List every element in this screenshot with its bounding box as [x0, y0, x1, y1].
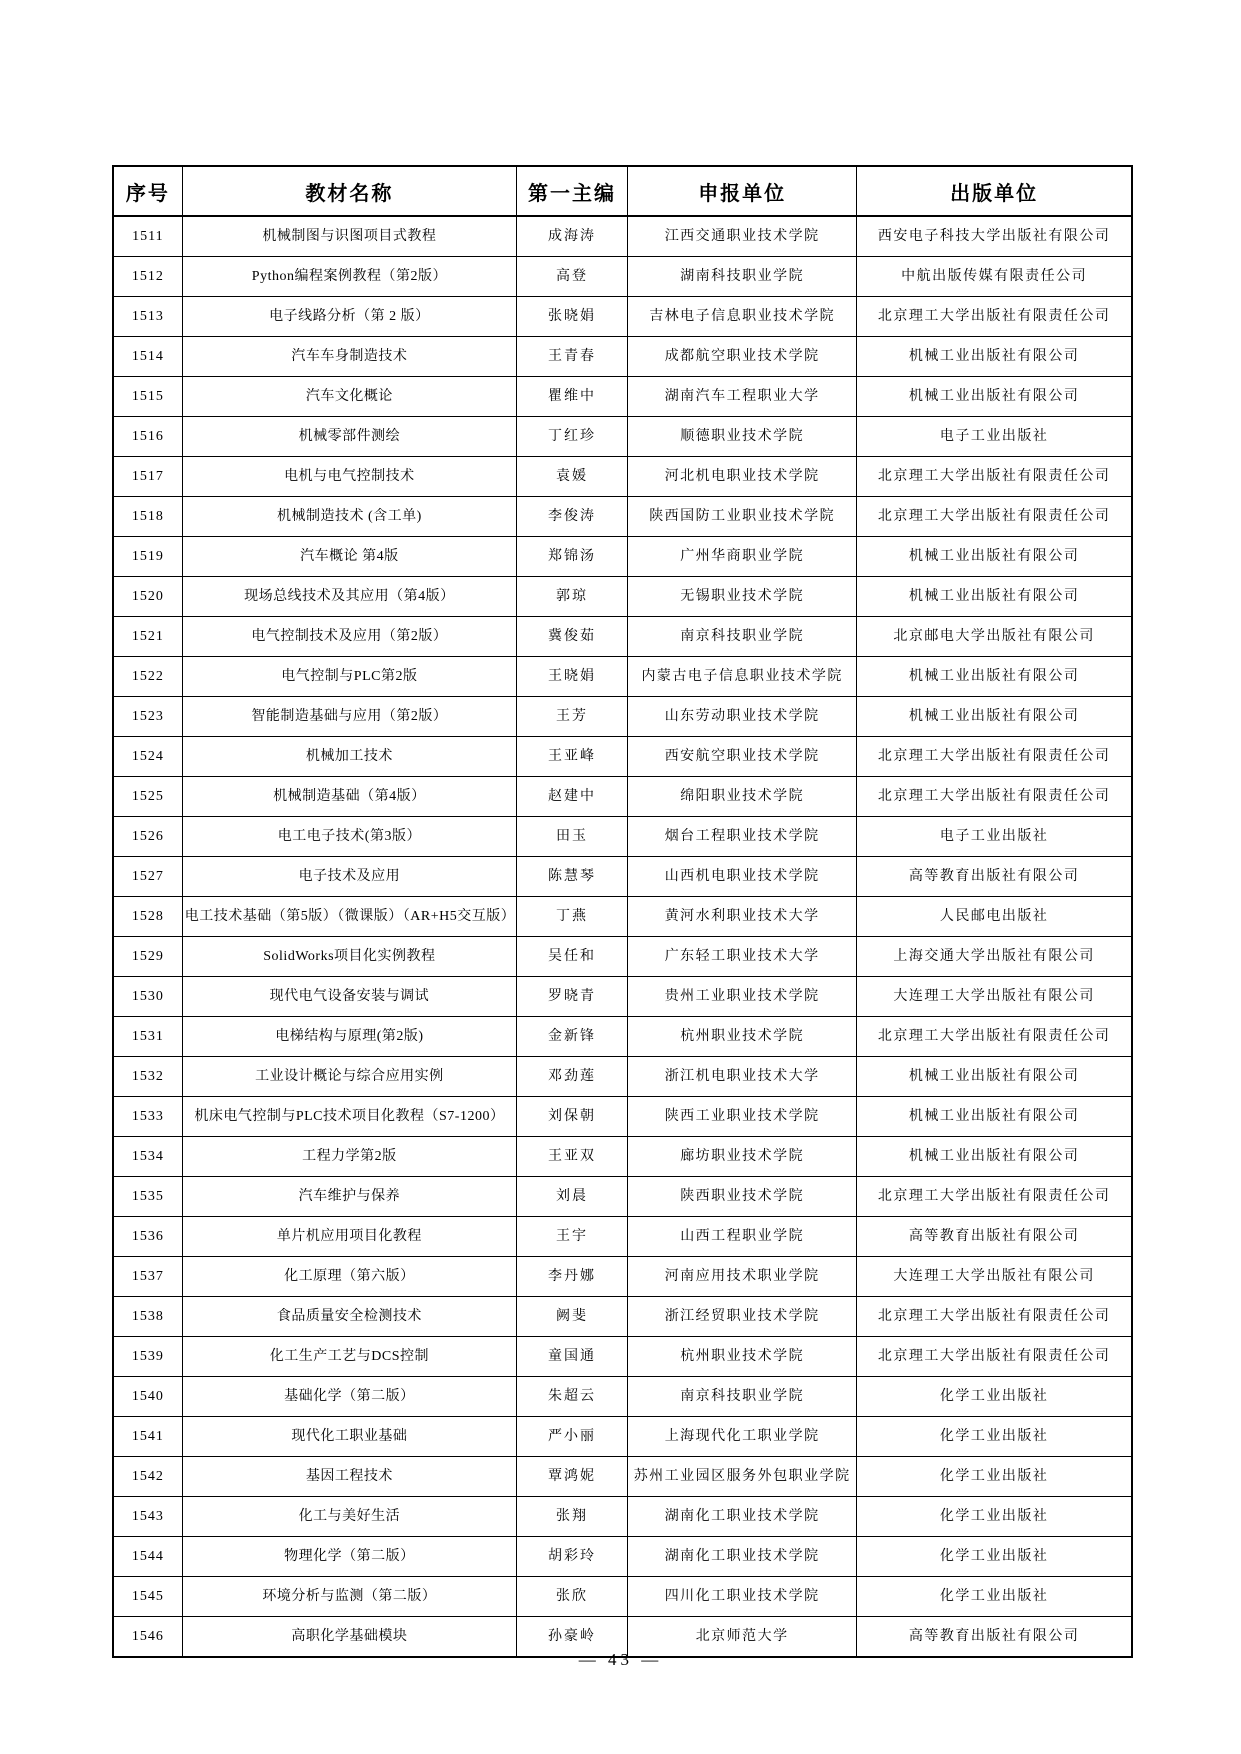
table-row — [113, 497, 1132, 537]
applicant-cell: 南京科技职业学院 — [628, 1377, 857, 1417]
editor-cell: 高登 — [517, 257, 628, 297]
editor-cell: 丁红珍 — [517, 417, 628, 457]
title-cell: 电气控制与PLC第2版 — [182, 657, 516, 697]
row-number-cell: 1533 — [113, 1097, 182, 1137]
editor-cell: 田玉 — [517, 817, 628, 857]
applicant-cell: 廊坊职业技术学院 — [628, 1137, 857, 1177]
title-cell: 高职化学基础模块 — [182, 1617, 516, 1658]
row-number-cell: 1523 — [113, 697, 182, 737]
applicant-cell: 四川化工职业技术学院 — [628, 1577, 857, 1617]
publisher-cell: 人民邮电出版社 — [857, 897, 1132, 937]
editor-cell: 严小丽 — [517, 1417, 628, 1457]
row-number-cell: 1530 — [113, 977, 182, 1017]
editor-cell: 金新锋 — [517, 1017, 628, 1057]
applicant-cell: 绵阳职业技术学院 — [628, 777, 857, 817]
row-number-cell: 1519 — [113, 537, 182, 577]
row-number-cell: 1536 — [113, 1217, 182, 1257]
table-row — [113, 937, 1132, 977]
row-number-cell: 1541 — [113, 1417, 182, 1457]
editor-cell: 丁燕 — [517, 897, 628, 937]
applicant-cell: 河南应用技术职业学院 — [628, 1257, 857, 1297]
row-number-cell: 1540 — [113, 1377, 182, 1417]
table-row — [113, 777, 1132, 817]
title-cell: 汽车文化概论 — [182, 377, 516, 417]
editor-cell: 张欣 — [517, 1577, 628, 1617]
applicant-cell: 山西工程职业学院 — [628, 1217, 857, 1257]
applicant-cell: 苏州工业园区服务外包职业学院 — [628, 1457, 857, 1497]
editor-cell: 吴任和 — [517, 937, 628, 977]
applicant-cell: 山东劳动职业技术学院 — [628, 697, 857, 737]
publisher-cell: 化学工业出版社 — [857, 1577, 1132, 1617]
title-cell: 汽车维护与保养 — [182, 1177, 516, 1217]
table-row — [113, 1257, 1132, 1297]
applicant-cell: 陕西工业职业技术学院 — [628, 1097, 857, 1137]
title-cell: 工业设计概论与综合应用实例 — [182, 1057, 516, 1097]
editor-cell: 刘保朝 — [517, 1097, 628, 1137]
table-header-row — [113, 166, 1132, 216]
title-cell: 环境分析与监测（第二版） — [182, 1577, 516, 1617]
editor-cell: 王宇 — [517, 1217, 628, 1257]
textbook-table — [112, 165, 1133, 1658]
publisher-cell: 机械工业出版社有限公司 — [857, 697, 1132, 737]
row-number-cell: 1534 — [113, 1137, 182, 1177]
title-cell: 化工原理（第六版） — [182, 1257, 516, 1297]
applicant-cell: 西安航空职业技术学院 — [628, 737, 857, 777]
applicant-cell: 湖南化工职业技术学院 — [628, 1537, 857, 1577]
row-number-cell: 1516 — [113, 417, 182, 457]
applicant-cell: 内蒙古电子信息职业技术学院 — [628, 657, 857, 697]
row-number-cell: 1542 — [113, 1457, 182, 1497]
editor-cell: 李俊涛 — [517, 497, 628, 537]
row-number-cell: 1543 — [113, 1497, 182, 1537]
publisher-cell: 机械工业出版社有限公司 — [857, 657, 1132, 697]
publisher-cell: 机械工业出版社有限公司 — [857, 577, 1132, 617]
publisher-cell: 机械工业出版社有限公司 — [857, 1057, 1132, 1097]
editor-cell: 瞿维中 — [517, 377, 628, 417]
publisher-cell: 中航出版传媒有限责任公司 — [857, 257, 1132, 297]
publisher-cell: 北京理工大学出版社有限责任公司 — [857, 1297, 1132, 1337]
table-row — [113, 1457, 1132, 1497]
title-cell: 基础化学（第二版） — [182, 1377, 516, 1417]
column-header-editor: 第一主编 — [517, 166, 628, 216]
row-number-cell: 1522 — [113, 657, 182, 697]
applicant-cell: 河北机电职业技术学院 — [628, 457, 857, 497]
publisher-cell: 上海交通大学出版社有限公司 — [857, 937, 1132, 977]
row-number-cell: 1515 — [113, 377, 182, 417]
table-row — [113, 1417, 1132, 1457]
editor-cell: 赵建中 — [517, 777, 628, 817]
editor-cell: 胡彩玲 — [517, 1537, 628, 1577]
applicant-cell: 南京科技职业学院 — [628, 617, 857, 657]
applicant-cell: 湖南化工职业技术学院 — [628, 1497, 857, 1537]
row-number-cell: 1527 — [113, 857, 182, 897]
editor-cell: 王芳 — [517, 697, 628, 737]
editor-cell: 王亚双 — [517, 1137, 628, 1177]
editor-cell: 朱超云 — [517, 1377, 628, 1417]
applicant-cell: 烟台工程职业技术学院 — [628, 817, 857, 857]
applicant-cell: 陕西职业技术学院 — [628, 1177, 857, 1217]
table-row — [113, 1017, 1132, 1057]
row-number-cell: 1526 — [113, 817, 182, 857]
row-number-cell: 1529 — [113, 937, 182, 977]
table-row — [113, 577, 1132, 617]
table-row — [113, 817, 1132, 857]
title-cell: 物理化学（第二版） — [182, 1537, 516, 1577]
title-cell: Python编程案例教程（第2版） — [182, 257, 516, 297]
table-row — [113, 1177, 1132, 1217]
table-row — [113, 257, 1132, 297]
editor-cell: 陈慧琴 — [517, 857, 628, 897]
title-cell: 电气控制技术及应用（第2版） — [182, 617, 516, 657]
table-row — [113, 1577, 1132, 1617]
publisher-cell: 北京理工大学出版社有限责任公司 — [857, 1017, 1132, 1057]
publisher-cell: 大连理工大学出版社有限公司 — [857, 977, 1132, 1017]
table-row — [113, 897, 1132, 937]
table-row — [113, 1057, 1132, 1097]
title-cell: 工程力学第2版 — [182, 1137, 516, 1177]
publisher-cell: 机械工业出版社有限公司 — [857, 537, 1132, 577]
table-row — [113, 297, 1132, 337]
title-cell: 机械加工技术 — [182, 737, 516, 777]
title-cell: 机械制图与识图项目式教程 — [182, 216, 516, 257]
applicant-cell: 无锡职业技术学院 — [628, 577, 857, 617]
publisher-cell: 化学工业出版社 — [857, 1377, 1132, 1417]
column-header-title: 教材名称 — [182, 166, 516, 216]
applicant-cell: 贵州工业职业技术学院 — [628, 977, 857, 1017]
table-row — [113, 1377, 1132, 1417]
row-number-cell: 1532 — [113, 1057, 182, 1097]
row-number-cell: 1517 — [113, 457, 182, 497]
applicant-cell: 顺德职业技术学院 — [628, 417, 857, 457]
row-number-cell: 1528 — [113, 897, 182, 937]
title-cell: 化工生产工艺与DCS控制 — [182, 1337, 516, 1377]
publisher-cell: 电子工业出版社 — [857, 817, 1132, 857]
row-number-cell: 1512 — [113, 257, 182, 297]
applicant-cell: 成都航空职业技术学院 — [628, 337, 857, 377]
publisher-cell: 北京理工大学出版社有限责任公司 — [857, 737, 1132, 777]
row-number-cell: 1525 — [113, 777, 182, 817]
applicant-cell: 杭州职业技术学院 — [628, 1017, 857, 1057]
table-row — [113, 737, 1132, 777]
table-row — [113, 537, 1132, 577]
column-header-applicant: 申报单位 — [628, 166, 857, 216]
applicant-cell: 吉林电子信息职业技术学院 — [628, 297, 857, 337]
applicant-cell: 江西交通职业技术学院 — [628, 216, 857, 257]
title-cell: 智能制造基础与应用（第2版） — [182, 697, 516, 737]
applicant-cell: 广州华商职业学院 — [628, 537, 857, 577]
row-number-cell: 1513 — [113, 297, 182, 337]
title-cell: 机械制造基础（第4版） — [182, 777, 516, 817]
applicant-cell: 山西机电职业技术学院 — [628, 857, 857, 897]
table-row — [113, 417, 1132, 457]
row-number-cell: 1524 — [113, 737, 182, 777]
editor-cell: 成海涛 — [517, 216, 628, 257]
editor-cell: 王亚峰 — [517, 737, 628, 777]
row-number-cell: 1538 — [113, 1297, 182, 1337]
editor-cell: 郭琼 — [517, 577, 628, 617]
table-row — [113, 377, 1132, 417]
table-row — [113, 1097, 1132, 1137]
title-cell: 汽车概论 第4版 — [182, 537, 516, 577]
row-number-cell: 1539 — [113, 1337, 182, 1377]
applicant-cell: 湖南科技职业学院 — [628, 257, 857, 297]
applicant-cell: 黄河水利职业技术大学 — [628, 897, 857, 937]
row-number-cell: 1520 — [113, 577, 182, 617]
title-cell: 化工与美好生活 — [182, 1497, 516, 1537]
title-cell: 机床电气控制与PLC技术项目化教程（S7-1200） — [182, 1097, 516, 1137]
table-row — [113, 697, 1132, 737]
table-row — [113, 216, 1132, 257]
publisher-cell: 机械工业出版社有限公司 — [857, 1097, 1132, 1137]
applicant-cell: 北京师范大学 — [628, 1617, 857, 1658]
title-cell: 汽车车身制造技术 — [182, 337, 516, 377]
editor-cell: 罗晓青 — [517, 977, 628, 1017]
table-row — [113, 337, 1132, 377]
publisher-cell: 高等教育出版社有限公司 — [857, 1217, 1132, 1257]
publisher-cell: 西安电子科技大学出版社有限公司 — [857, 216, 1132, 257]
title-cell: 现代电气设备安装与调试 — [182, 977, 516, 1017]
applicant-cell: 杭州职业技术学院 — [628, 1337, 857, 1377]
applicant-cell: 广东轻工职业技术大学 — [628, 937, 857, 977]
row-number-cell: 1535 — [113, 1177, 182, 1217]
editor-cell: 袁媛 — [517, 457, 628, 497]
title-cell: SolidWorks项目化实例教程 — [182, 937, 516, 977]
textbook-table-container — [112, 165, 1133, 1658]
publisher-cell: 化学工业出版社 — [857, 1457, 1132, 1497]
applicant-cell: 湖南汽车工程职业大学 — [628, 377, 857, 417]
editor-cell: 童国通 — [517, 1337, 628, 1377]
publisher-cell: 机械工业出版社有限公司 — [857, 1137, 1132, 1177]
publisher-cell: 北京理工大学出版社有限责任公司 — [857, 497, 1132, 537]
editor-cell: 冀俊茹 — [517, 617, 628, 657]
row-number-cell: 1545 — [113, 1577, 182, 1617]
title-cell: 电子技术及应用 — [182, 857, 516, 897]
publisher-cell: 北京理工大学出版社有限责任公司 — [857, 1337, 1132, 1377]
publisher-cell: 北京理工大学出版社有限责任公司 — [857, 1177, 1132, 1217]
applicant-cell: 浙江经贸职业技术学院 — [628, 1297, 857, 1337]
row-number-cell: 1546 — [113, 1617, 182, 1658]
publisher-cell: 机械工业出版社有限公司 — [857, 377, 1132, 417]
column-header-publisher: 出版单位 — [857, 166, 1132, 216]
editor-cell: 刘晨 — [517, 1177, 628, 1217]
table-row — [113, 1137, 1132, 1177]
publisher-cell: 电子工业出版社 — [857, 417, 1132, 457]
title-cell: 现场总线技术及其应用（第4版） — [182, 577, 516, 617]
table-row — [113, 1297, 1132, 1337]
row-number-cell: 1518 — [113, 497, 182, 537]
editor-cell: 张晓娟 — [517, 297, 628, 337]
editor-cell: 邓劲莲 — [517, 1057, 628, 1097]
title-cell: 电机与电气控制技术 — [182, 457, 516, 497]
publisher-cell: 高等教育出版社有限公司 — [857, 1617, 1132, 1658]
title-cell: 基因工程技术 — [182, 1457, 516, 1497]
page-number: — 43 — — [578, 1650, 663, 1669]
title-cell: 电工电子技术(第3版） — [182, 817, 516, 857]
table-row — [113, 1497, 1132, 1537]
publisher-cell: 大连理工大学出版社有限公司 — [857, 1257, 1132, 1297]
editor-cell: 李丹娜 — [517, 1257, 628, 1297]
table-row — [113, 1217, 1132, 1257]
editor-cell: 王晓娟 — [517, 657, 628, 697]
applicant-cell: 浙江机电职业技术大学 — [628, 1057, 857, 1097]
title-cell: 电梯结构与原理(第2版) — [182, 1017, 516, 1057]
publisher-cell: 化学工业出版社 — [857, 1417, 1132, 1457]
row-number-cell: 1544 — [113, 1537, 182, 1577]
publisher-cell: 北京理工大学出版社有限责任公司 — [857, 457, 1132, 497]
applicant-cell: 上海现代化工职业学院 — [628, 1417, 857, 1457]
editor-cell: 覃鸿妮 — [517, 1457, 628, 1497]
column-header-number: 序号 — [113, 166, 182, 216]
editor-cell: 王青春 — [517, 337, 628, 377]
applicant-cell: 陕西国防工业职业技术学院 — [628, 497, 857, 537]
table-row — [113, 977, 1132, 1017]
row-number-cell: 1537 — [113, 1257, 182, 1297]
table-row — [113, 657, 1132, 697]
publisher-cell: 北京理工大学出版社有限责任公司 — [857, 297, 1132, 337]
table-row — [113, 1537, 1132, 1577]
publisher-cell: 化学工业出版社 — [857, 1497, 1132, 1537]
publisher-cell: 机械工业出版社有限公司 — [857, 337, 1132, 377]
title-cell: 电子线路分析（第 2 版） — [182, 297, 516, 337]
table-row — [113, 457, 1132, 497]
table-row — [113, 617, 1132, 657]
editor-cell: 阙斐 — [517, 1297, 628, 1337]
editor-cell: 孙豪岭 — [517, 1617, 628, 1658]
editor-cell: 张翔 — [517, 1497, 628, 1537]
table-row — [113, 1337, 1132, 1377]
publisher-cell: 化学工业出版社 — [857, 1537, 1132, 1577]
publisher-cell: 北京邮电大学出版社有限公司 — [857, 617, 1132, 657]
title-cell: 机械零部件测绘 — [182, 417, 516, 457]
table-body — [113, 216, 1132, 1657]
title-cell: 机械制造技术 (含工单) — [182, 497, 516, 537]
row-number-cell: 1531 — [113, 1017, 182, 1057]
row-number-cell: 1511 — [113, 216, 182, 257]
row-number-cell: 1521 — [113, 617, 182, 657]
publisher-cell: 高等教育出版社有限公司 — [857, 857, 1132, 897]
publisher-cell: 北京理工大学出版社有限责任公司 — [857, 777, 1132, 817]
row-number-cell: 1514 — [113, 337, 182, 377]
title-cell: 食品质量安全检测技术 — [182, 1297, 516, 1337]
editor-cell: 郑锦汤 — [517, 537, 628, 577]
title-cell: 现代化工职业基础 — [182, 1417, 516, 1457]
title-cell: 电工技术基础（第5版）（微课版）（AR+H5交互版） — [182, 897, 516, 937]
title-cell: 单片机应用项目化教程 — [182, 1217, 516, 1257]
table-row — [113, 857, 1132, 897]
